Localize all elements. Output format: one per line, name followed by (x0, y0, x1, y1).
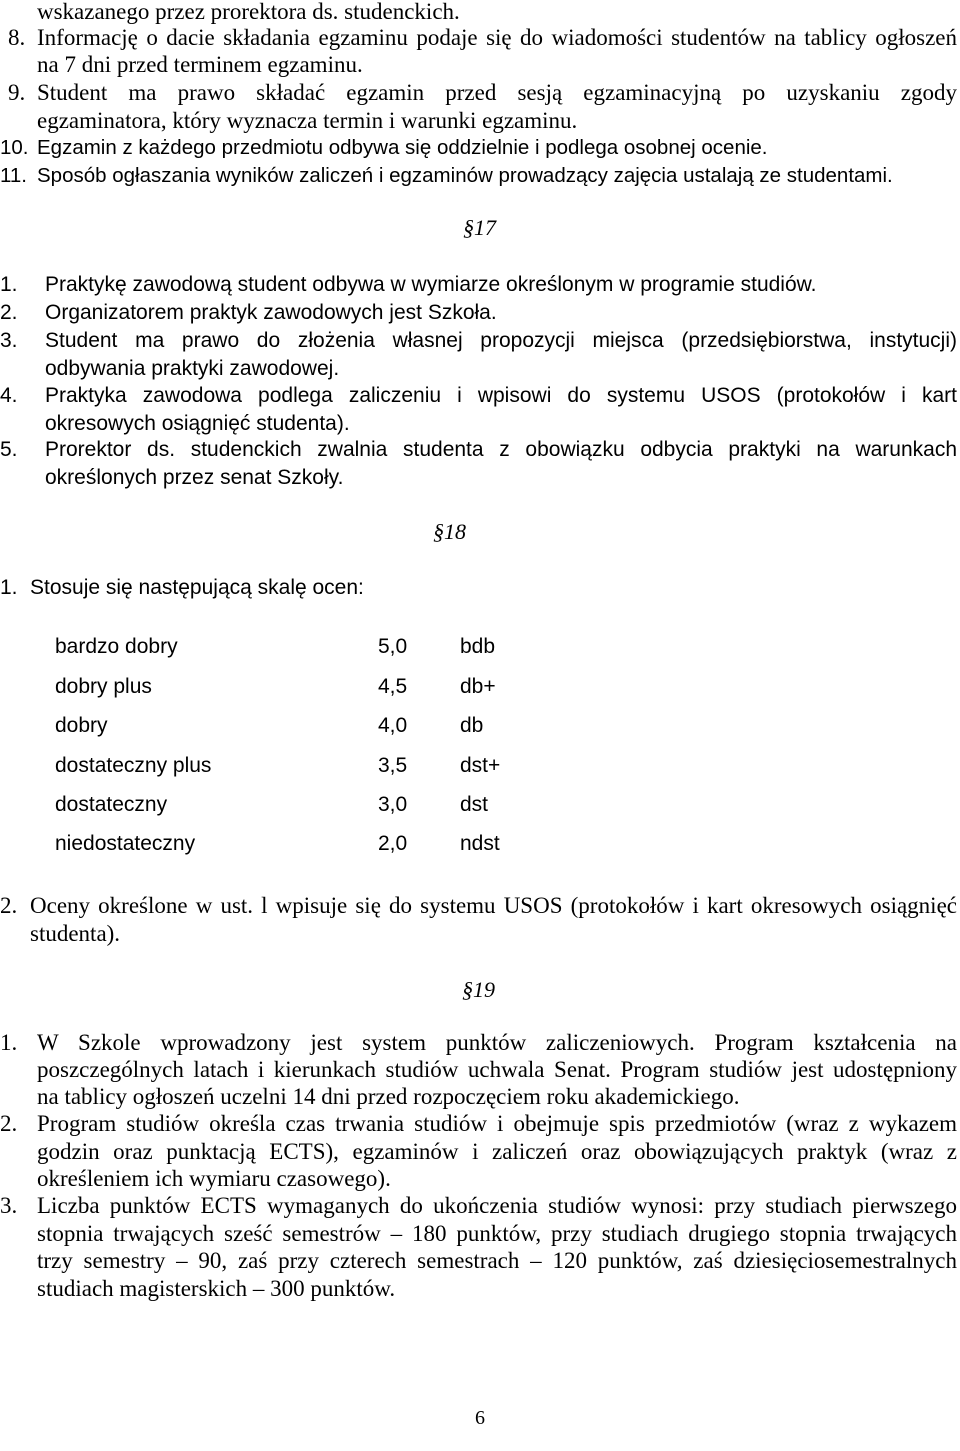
list-item-number: 1. (0, 576, 18, 599)
list-item-line: W Szkole wprowadzony jest system punktów zaliczeniowych. Program kształcenia na (37, 1030, 957, 1055)
grade-name: bardzo dobry (55, 635, 178, 658)
list-item-line: Stosuje się następującą skalę ocen: (30, 576, 364, 599)
grade-name: dobry (55, 714, 108, 737)
list-item-line: Oceny określone w ust. l wpisuje się do systemu USOS (protokołów i kart okresowych osiągnięć (30, 893, 957, 918)
list-item-line: studenta). (30, 921, 121, 946)
continuation-line: wskazanego przez prorektora ds. studenckich. (37, 0, 460, 24)
list-item-line: Informację o dacie składania egzaminu podaje się do wiadomości studentów na tablicy ogłoszeń (37, 25, 957, 50)
grade-name: dostateczny plus (55, 754, 212, 777)
grade-value: 4,0 (378, 714, 408, 737)
list-item-number: 10. (0, 136, 29, 159)
list-item-line: egzaminatora, który wyznacza termin i warunki egzaminu. (37, 108, 578, 133)
list-item-number: 5. (0, 438, 18, 461)
list-item-number: 2. (0, 893, 18, 918)
list-item-line: Program studiów określa czas trwania studiów i obejmuje spis przedmiotów (wraz z wykazem (37, 1111, 957, 1136)
list-item-line: określeniem ich wymiaru czasowego). (37, 1166, 391, 1191)
list-item-number: 9. (8, 80, 26, 105)
list-item-line: Egzamin z każdego przedmiotu odbywa się oddzielnie i podlega osobnej ocenie. (37, 136, 768, 159)
list-item-number: 1. (0, 273, 18, 296)
list-item-line: Sposób ogłaszania wyników zaliczeń i egzaminów prowadzący zajęcia ustalają ze studentami. (37, 164, 893, 187)
grade-abbreviation: dst+ (460, 754, 501, 777)
list-item-line: trzy semestry – 90, zaś przy czterech semestrach – 120 punktów, zaś dziesięciosemestralnych (37, 1248, 957, 1273)
section-heading: §18 (433, 519, 466, 544)
list-item-line: godzin oraz punktacją ECTS), egzaminów i zaliczeń oraz obowiązujących praktyk (wraz z (37, 1139, 957, 1164)
list-item-line: określonych przez senat Szkoły. (45, 466, 344, 489)
list-item-line: na tablicy ogłoszeń uczelni 14 dni przed rozpoczęciem roku akademickiego. (37, 1084, 740, 1109)
list-item-line: Student ma prawo do złożenia własnej propozycji miejsca (przedsiębiorstwa, instytucji) (45, 329, 957, 352)
grade-abbreviation: db+ (460, 675, 496, 698)
list-item-line: stopnia trwających sześć semestrów – 180 punktów, przy studiach drugiego stopnia trwających (37, 1221, 957, 1246)
list-item-line: Prorektor ds. studenckich zwalnia studenta z obowiązku odbycia praktyki na warunkach (45, 438, 957, 461)
list-item-number: 2. (0, 301, 18, 324)
grade-name: dobry plus (55, 675, 152, 698)
list-item-line: odbywania praktyki zawodowej. (45, 357, 340, 380)
list-item-line: Praktykę zawodową student odbywa w wymiarze określonym w programie studiów. (45, 273, 817, 296)
list-item-line: okresowych osiągnięć studenta). (45, 412, 350, 435)
list-item-number: 3. (0, 329, 18, 352)
grade-name: niedostateczny (55, 832, 196, 855)
list-item-line: Organizatorem praktyk zawodowych jest Szkoła. (45, 301, 497, 324)
list-item-number: 1. (0, 1030, 18, 1055)
section-heading: §17 (463, 215, 496, 240)
list-item-line: Student ma prawo składać egzamin przed sesją egzaminacyjną po uzyskaniu zgody (37, 80, 957, 105)
grade-name: dostateczny (55, 793, 168, 816)
grade-value: 5,0 (378, 635, 408, 658)
list-item-number: 2. (0, 1111, 18, 1136)
section-heading: §19 (462, 977, 495, 1002)
list-item-line: studiach magisterskich – 300 punktów. (37, 1276, 396, 1301)
grade-abbreviation: ndst (460, 832, 500, 855)
list-item-number: 11. (0, 164, 27, 187)
list-item-line: Praktyka zawodowa podlega zaliczeniu i wpisowi do systemu USOS (protokołów i kart (45, 384, 957, 407)
list-item-line: Liczba punktów ECTS wymaganych do ukończenia studiów wynosi: przy studiach pierwszego (37, 1193, 957, 1218)
grade-value: 4,5 (378, 675, 408, 698)
list-item-number: 4. (0, 384, 18, 407)
grade-abbreviation: dst (460, 793, 489, 816)
grade-value: 3,5 (378, 754, 408, 777)
list-item-number: 3. (0, 1193, 18, 1218)
list-item-line: na 7 dni przed terminem egzaminu. (37, 52, 363, 77)
grade-value: 2,0 (378, 832, 408, 855)
list-item-line: poszczególnych latach i kierunkach studiów uchwala Senat. Program studiów jest udostępniony (37, 1057, 957, 1082)
grade-abbreviation: db (460, 714, 484, 737)
list-item-number: 8. (8, 25, 26, 50)
grade-abbreviation: bdb (460, 635, 496, 658)
page-number: 6 (475, 1407, 485, 1429)
grade-value: 3,0 (378, 793, 408, 816)
